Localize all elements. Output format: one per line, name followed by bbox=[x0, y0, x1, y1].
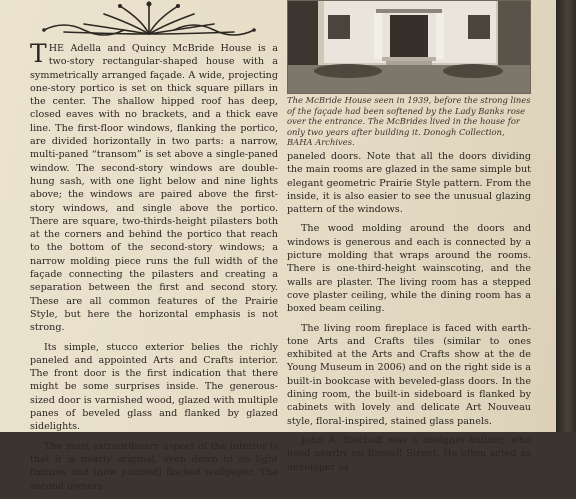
paragraph: John A. Bischoff was a designer-builder, who lived nearby on Russell Street. He often acted as developer as bbox=[287, 434, 531, 473]
photo-caption: The McBride House seen in 1939, before the strong lines of the façade had been softened by the Lady Banks rose over the entrance. The McBrides lived in the house for only two years after building it. Donogh Collection, BAHA Archives. bbox=[287, 95, 531, 147]
house-photo-illustration bbox=[288, 1, 530, 93]
paragraph-text: HE Adella and Quincy McBride House is a two-story rectangular-shaped house with a symmetrically arranged façade. A wide, projecting one-story portico is set on thick square pillars in the center. The shallow hipped roof has deep, closed eaves with no brackets, and a thick eave line. The first-floor windows, flanking the portico, are divided horizontally in two parts: a narrow, multi-paned “transom” is set above a single-paned window. The second-story windows are double-hung sash, with one light below and nine lights above; the windows are paired above the first-story windows, and single above the portico. There are square, two-thirds-height pilasters both at the corners and behind the portico that reach to the bottom of the second-story windows; a narrow molding piece runs the full width of the façade connecting the pilasters and creating a separation between the first and second story. These are all common features of the Prairie Style, but here the horizontal emphasis is not strong. bbox=[30, 43, 278, 334]
drop-cap: T bbox=[30, 39, 47, 68]
left-text-column bbox=[30, 39, 278, 499]
historic-house-photo bbox=[287, 0, 531, 94]
book-edge bbox=[556, 0, 576, 432]
right-text-column bbox=[287, 150, 531, 480]
decorative-header-ornament bbox=[24, 0, 274, 36]
paragraph: The wood molding around the doors and windows is generous and each is connected by a picture molding that wraps around the rooms. There is one-third-height wainscoting, and the walls are plaster. The living room has a stepped cove plaster ceiling, while the dining room has a boxed beam ceiling. bbox=[287, 223, 531, 315]
opening-paragraph bbox=[30, 39, 278, 335]
paragraph: The living room fireplace is faced with earth-tone Arts and Crafts tiles (similar to ones exhibited at the Arts and Crafts show at the de Young Museum in 2006) and on the right side is a built-in bookcase with beveled-glass doors. In the dining room, the built-in sideboard is flanked by cabinets with lovely and delicate Art Nouveau style, floral-inspired, stained glass panels. bbox=[287, 322, 531, 427]
paragraph: The most extraordinary aspect of the interior is that it is nearly original, even down to its light fixtures and (now painted) flocked wallpaper. The second owners bbox=[30, 440, 278, 492]
paragraph: paneled doors. Note that all the doors dividing the main rooms are glazed in the same simple but elegant geometric Prairie Style pattern. From the inside, it is also easier to see the unusual glazing pattern of the windows. bbox=[287, 151, 531, 216]
paragraph: Its simple, stucco exterior belies the richly paneled and appointed Arts and Crafts interior. The front door is the first indication that there might be some surprises inside. The generous-sized door is varnished wood, glazed with multiple panes of beveled glass and flanked by glazed sidelights. bbox=[30, 341, 278, 433]
